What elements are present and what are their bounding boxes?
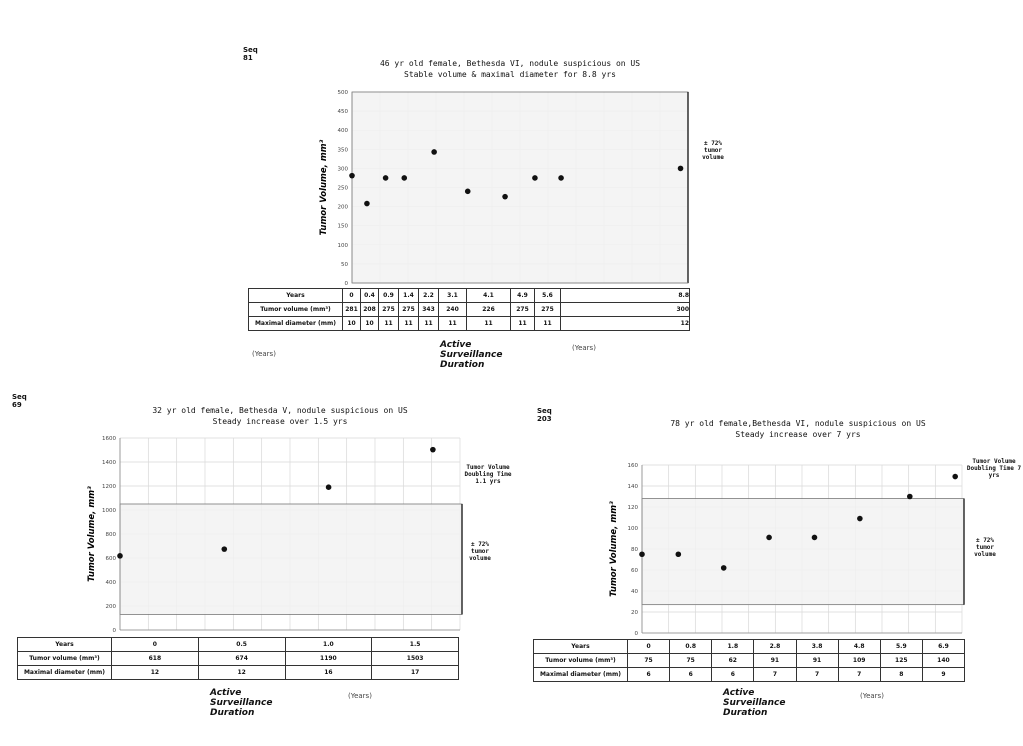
seq-label: Seq 81 [243, 46, 258, 62]
diameter-cell: 11 [419, 317, 439, 331]
year-cell: 0.4 [361, 289, 379, 303]
data-point [766, 535, 772, 541]
chart-title [80, 405, 480, 427]
row-header: Maximal diameter (mm) [249, 317, 343, 331]
y-tick-label: 80 [631, 547, 638, 553]
row-header: Maximal diameter (mm) [534, 668, 628, 682]
diameter-cell: 12 [198, 666, 285, 680]
volume-cell: 240 [439, 303, 467, 317]
diameter-cell: 11 [439, 317, 467, 331]
year-cell: 0.5 [198, 638, 285, 652]
band-note: ± 72% tumor volume [974, 537, 996, 558]
table-row-diameter [534, 668, 965, 682]
y-tick-label: 60 [631, 568, 638, 574]
year-cell: 5.6 [535, 289, 561, 303]
data-point [465, 189, 471, 195]
data-point [117, 553, 123, 559]
doubling-time-note: Tumor Volume Doubling Time 1.1 yrs [464, 464, 512, 485]
data-point [857, 516, 863, 522]
data-point [430, 447, 436, 453]
diameter-cell: 10 [343, 317, 361, 331]
data-point [558, 175, 564, 181]
x-axis-title: Active Surveillance Duration [440, 340, 503, 370]
data-point [364, 201, 370, 207]
data-table [248, 288, 690, 331]
chart-subtitle: Stable volume & maximal diameter for 8.8 yrs [404, 70, 616, 79]
chart-subtitle: Steady increase over 7 yrs [735, 430, 861, 439]
volume-cell: 226 [467, 303, 511, 317]
diameter-cell: 12 [561, 317, 690, 331]
table-row-years [249, 289, 690, 303]
volume-band [120, 504, 462, 614]
volume-cell: 140 [922, 654, 964, 668]
year-cell: 0 [628, 640, 670, 654]
y-axis-title: Tumor Volume, mm³ [87, 486, 97, 582]
y-tick-label: 120 [627, 505, 638, 511]
chart-title-line1: 32 yr old female, Bethesda V, nodule suspicious on US [152, 406, 408, 415]
volume-cell: 275 [399, 303, 419, 317]
year-cell: 0 [112, 638, 199, 652]
year-cell: 1.5 [372, 638, 459, 652]
diameter-cell: 16 [285, 666, 372, 680]
data-point [221, 546, 227, 552]
diameter-cell: 7 [796, 668, 838, 682]
table-row-volume [534, 654, 965, 668]
table-row-volume [249, 303, 690, 317]
diameter-cell: 17 [372, 666, 459, 680]
data-table [17, 637, 459, 680]
diameter-cell: 9 [922, 668, 964, 682]
y-tick-label: 400 [105, 580, 116, 586]
chart-title-line1: 78 yr old female,Bethesda VI, nodule suspicious on US [670, 419, 926, 428]
data-point [401, 175, 407, 181]
table-row-volume [18, 652, 459, 666]
row-header: Tumor volume (mm³) [534, 654, 628, 668]
data-table [533, 639, 965, 682]
data-point [721, 565, 727, 571]
chart-title [598, 418, 998, 440]
y-tick-label: 1200 [102, 484, 116, 490]
year-cell: 0.8 [670, 640, 712, 654]
diameter-cell: 6 [670, 668, 712, 682]
volume-cell: 1503 [372, 652, 459, 666]
chart-title-line1: 46 yr old female, Bethesda VI, nodule suspicious on US [379, 59, 641, 68]
y-tick-label: 250 [337, 185, 348, 192]
data-point [812, 535, 818, 541]
volume-cell: 674 [198, 652, 285, 666]
year-cell: 2.2 [419, 289, 439, 303]
volume-cell: 281 [343, 303, 361, 317]
y-tick-label: 600 [105, 556, 116, 562]
y-tick-label: 1000 [102, 508, 116, 514]
volume-cell: 275 [535, 303, 561, 317]
year-cell: 0 [343, 289, 361, 303]
x-axis-unit: (Years) [348, 692, 372, 700]
y-tick-label: 100 [337, 242, 348, 249]
volume-cell: 208 [361, 303, 379, 317]
x-axis-title: Active Surveillance Duration [210, 688, 273, 718]
data-point [431, 149, 437, 155]
volume-band [642, 499, 964, 605]
x-axis-unit: (Years) [572, 344, 596, 352]
data-point [349, 173, 355, 179]
table-row-years [18, 638, 459, 652]
y-tick-label: 50 [341, 261, 348, 268]
year-cell: 5.9 [880, 640, 922, 654]
year-cell: 1.4 [399, 289, 419, 303]
table-row-years [534, 640, 965, 654]
volume-cell: 75 [628, 654, 670, 668]
y-tick-label: 100 [627, 526, 638, 532]
x-axis-unit: (Years) [860, 692, 884, 700]
volume-cell: 343 [419, 303, 439, 317]
data-point [676, 551, 682, 557]
year-cell: 1.8 [712, 640, 754, 654]
diameter-cell: 12 [112, 666, 199, 680]
y-axis-title: Tumor Volume, mm³ [609, 501, 619, 597]
y-tick-label: 0 [634, 631, 638, 637]
y-tick-label: 450 [337, 109, 348, 116]
y-tick-label: 140 [627, 484, 638, 490]
year-cell: 2.8 [754, 640, 796, 654]
row-header: Years [249, 289, 343, 303]
y-tick-label: 800 [105, 532, 116, 538]
table-row-diameter [18, 666, 459, 680]
chart-subtitle: Steady increase over 1.5 yrs [212, 417, 348, 426]
volume-cell: 275 [379, 303, 399, 317]
y-axis-title: Tumor Volume, mm³ [319, 139, 329, 236]
x-axis-title: Active Surveillance Duration [723, 688, 786, 718]
band-note: ± 72% tumor volume [702, 140, 724, 161]
diameter-cell: 11 [467, 317, 511, 331]
diameter-cell: 7 [754, 668, 796, 682]
diameter-cell: 11 [511, 317, 535, 331]
data-point [502, 194, 508, 200]
data-point [532, 175, 538, 181]
data-point [678, 166, 684, 172]
volume-cell: 75 [670, 654, 712, 668]
y-tick-label: 1600 [102, 436, 116, 442]
data-point [907, 494, 913, 500]
volume-cell: 300 [561, 303, 690, 317]
year-cell: 3.1 [439, 289, 467, 303]
volume-cell: 125 [880, 654, 922, 668]
y-tick-label: 40 [631, 589, 638, 595]
diameter-cell: 7 [838, 668, 880, 682]
band-note: ± 72% tumor volume [469, 541, 491, 562]
row-header: Tumor volume (mm³) [249, 303, 343, 317]
diameter-cell: 11 [399, 317, 419, 331]
y-tick-label: 160 [627, 463, 638, 469]
year-cell: 8.8 [561, 289, 690, 303]
y-tick-label: 400 [337, 128, 348, 135]
volume-cell: 91 [754, 654, 796, 668]
year-cell: 0.9 [379, 289, 399, 303]
data-point [952, 474, 958, 480]
volume-cell: 91 [796, 654, 838, 668]
volume-cell: 1190 [285, 652, 372, 666]
row-header: Years [534, 640, 628, 654]
y-tick-label: 1400 [102, 460, 116, 466]
year-cell: 3.8 [796, 640, 838, 654]
volume-cell: 275 [511, 303, 535, 317]
y-tick-label: 0 [344, 281, 348, 287]
table-row-diameter [249, 317, 690, 331]
row-header: Tumor volume (mm³) [18, 652, 112, 666]
y-tick-label: 150 [337, 223, 348, 230]
y-tick-label: 20 [631, 610, 638, 616]
diameter-cell: 6 [628, 668, 670, 682]
volume-cell: 62 [712, 654, 754, 668]
volume-cell: 618 [112, 652, 199, 666]
year-cell: 6.9 [922, 640, 964, 654]
year-cell: 1.0 [285, 638, 372, 652]
x-axis-unit-left: (Years) [252, 350, 276, 358]
y-tick-label: 300 [337, 166, 348, 173]
chart-title [300, 58, 720, 80]
y-tick-label: 0 [112, 628, 116, 634]
volume-band [352, 92, 688, 283]
row-header: Maximal diameter (mm) [18, 666, 112, 680]
diameter-cell: 8 [880, 668, 922, 682]
year-cell: 4.8 [838, 640, 880, 654]
seq-label: Seq 69 [12, 393, 27, 409]
diameter-cell: 11 [379, 317, 399, 331]
year-cell: 4.1 [467, 289, 511, 303]
y-tick-label: 350 [337, 147, 348, 154]
seq-label: Seq 203 [537, 407, 552, 423]
year-cell: 4.9 [511, 289, 535, 303]
diameter-cell: 6 [712, 668, 754, 682]
data-point [383, 175, 389, 181]
y-tick-label: 200 [337, 204, 348, 211]
y-tick-label: 200 [105, 604, 116, 610]
volume-cell: 109 [838, 654, 880, 668]
doubling-time-note: Tumor Volume Doubling Time 7 yrs [966, 458, 1022, 479]
data-point [639, 551, 645, 557]
diameter-cell: 10 [361, 317, 379, 331]
diameter-cell: 11 [535, 317, 561, 331]
row-header: Years [18, 638, 112, 652]
y-tick-label: 500 [337, 90, 348, 96]
data-point [326, 484, 332, 490]
